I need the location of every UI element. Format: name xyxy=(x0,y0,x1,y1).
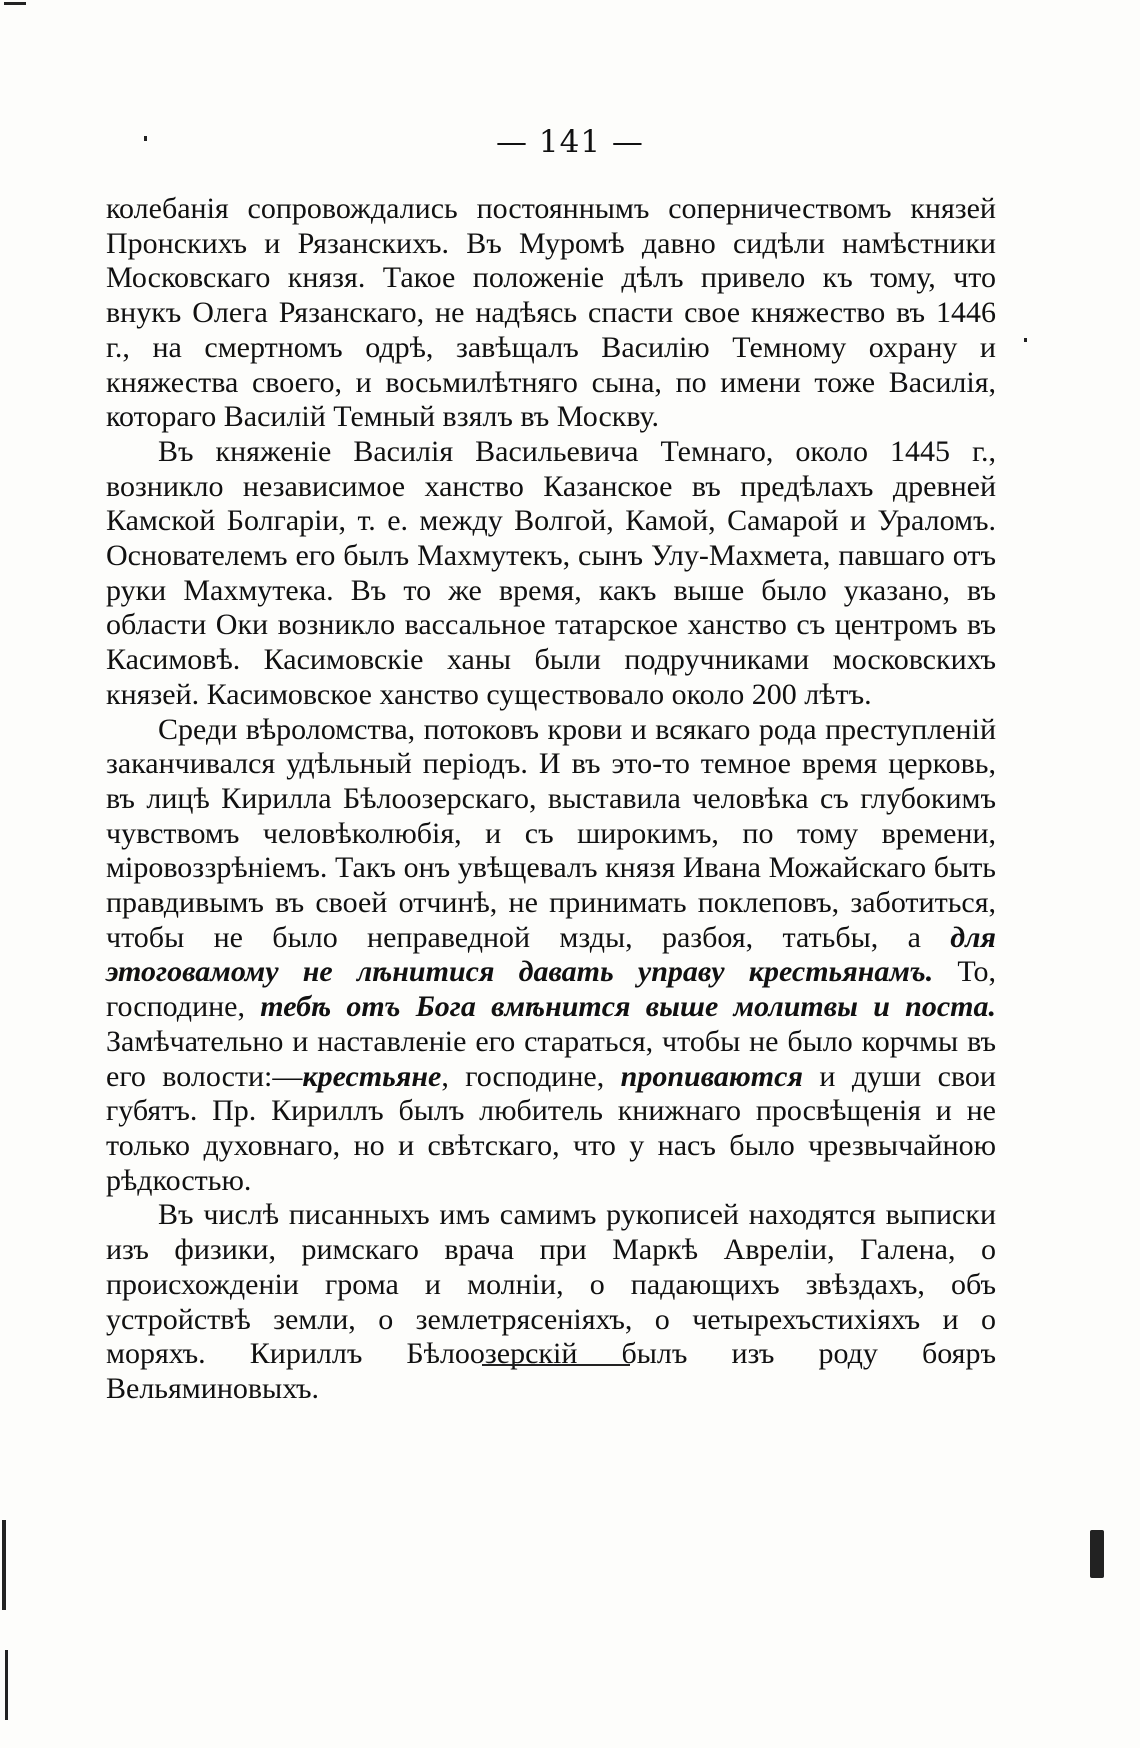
scan-speck xyxy=(4,2,26,5)
italic-quote: пропиваются xyxy=(620,1059,803,1093)
italic-quote: для этоговамому не лѣнитися давать управу крестьянамъ. xyxy=(106,920,996,989)
scan-speck xyxy=(1090,1530,1104,1578)
italic-quote: крестьяне xyxy=(302,1059,442,1093)
paragraph xyxy=(106,192,996,435)
text-run: Въ княженіе Василія Васильевича Темнаго, около 1445 г., возникло независимое ханство Казанское въ предѣлахъ древней Камской Болгаріи, т. е. между Волгой, Камой, Самарой и Ураломъ. Основателемъ его былъ Махмутекъ, сынъ Улу-Махмета, павшаго отъ руки Махмутека. Въ то же время, какъ выше было указано, въ области Оки возникло вассальное татарское ханство съ центромъ въ Касимовѣ. Касимовскіе ханы были подручниками московскихъ князей. Касимовское ханство существовало около 200 лѣтъ. xyxy=(106,434,996,711)
scan-speck xyxy=(144,136,147,141)
italic-quote: тебѣ отъ Бога вмѣнится выше молитвы и поста. xyxy=(260,990,996,1024)
text-run: Среди вѣроломства, потоковъ крови и всякаго рода преступленій заканчивался удѣльный періодъ. И въ это-то темное время церковь, въ лицѣ Кирилла Бѣлоозерскаго, выставила человѣка съ глубокимъ чувствомъ человѣколюбія, и съ широкимъ, по тому времени, міровоззрѣніемъ. Такъ онъ увѣщевалъ князя Ивана Можайскаго быть правдивымъ въ своей отчинѣ, не принимать поклеповъ, заботиться, чтобы не было неправедной мзды, разбоя, татьбы, а xyxy=(106,712,996,954)
text-run: и души свои губятъ. Пр. Кириллъ былъ любитель книжнаго просвѣщенія и не только духовнаго, но и свѣтскаго, что у насъ было чрезвычайною рѣдкостью. xyxy=(106,1059,996,1197)
page-number: — 141 — xyxy=(496,124,644,160)
end-divider xyxy=(482,1364,630,1366)
body-text xyxy=(106,192,996,1407)
scan-speck xyxy=(1024,338,1027,342)
text-run: То, господине, xyxy=(106,955,996,1024)
text-run: Замѣчательно и наставленіе его стараться, чтобы не было корчмы въ его волости:— xyxy=(106,1024,996,1093)
paragraph xyxy=(106,713,996,1199)
text-run: , господине, xyxy=(441,1059,621,1093)
text-run: Въ числѣ писанныхъ имъ самимъ рукописей находятся выписки изъ физики, римскаго врача при Маркѣ Авреліи, Галена, о происхожденіи грома и молніи, о падающихъ звѣздахъ, объ устройствѣ земли, о землетрясеніяхъ, о четырехъстихіяхъ и о моряхъ. Кириллъ Бѣлоозерскій былъ изъ роду бояръ Вельяминовыхъ. xyxy=(106,1198,996,1405)
scan-speck xyxy=(5,1650,8,1720)
paragraph xyxy=(106,1198,996,1406)
text-run: колебанія сопровождались постояннымъ соперничествомъ князей Пронскихъ и Рязанскихъ. Въ Муромѣ давно сидѣли намѣстники Московскаго князя. Такое положеніе дѣлъ привело къ тому, что внукъ Олега Рязанскаго, не надѣясь спасти свое княжество въ 1446 г., на смертномъ одрѣ, завѣщалъ Василію Темному охрану и княжества своего, и восьмилѣтняго сына, по имени тоже Василія, котораго Василій Темный взялъ въ Москву. xyxy=(106,192,996,434)
paragraph xyxy=(106,435,996,713)
scan-speck xyxy=(2,1520,6,1610)
